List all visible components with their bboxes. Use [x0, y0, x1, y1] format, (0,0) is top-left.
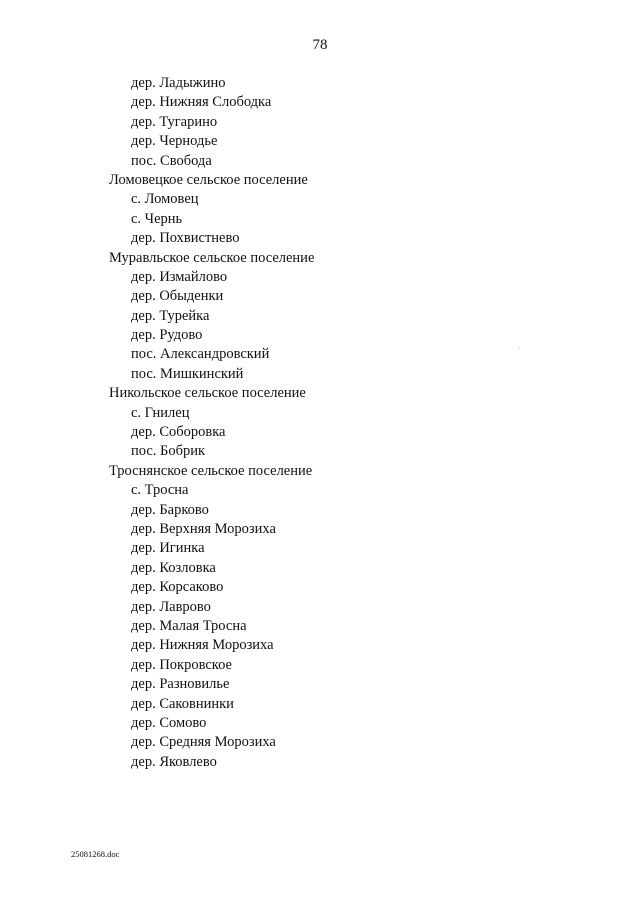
settlement-item: дер. Нижняя Морозиха — [131, 637, 274, 654]
settlement-item: дер. Тугарино — [131, 113, 218, 130]
settlement-item: дер. Саковнинки — [131, 695, 234, 712]
settlement-item: дер. Лаврово — [131, 598, 211, 615]
settlement-item: пос. Свобода — [131, 152, 212, 169]
settlement-heading: Никольское сельское поселение — [109, 385, 306, 402]
settlement-item: дер. Разновилье — [131, 676, 230, 693]
settlement-heading: Муравльское сельское поселение — [109, 249, 315, 266]
settlement-item: дер. Чернодье — [131, 133, 218, 150]
settlement-item: дер. Покровское — [131, 656, 232, 673]
settlement-item: дер. Обыденки — [131, 288, 224, 305]
settlement-item: дер. Соборовка — [131, 424, 226, 441]
settlement-item: дер. Рудово — [131, 327, 203, 344]
settlement-heading: Троснянское сельское поселение — [109, 462, 313, 479]
settlement-item: дер. Сомово — [131, 714, 207, 731]
settlement-item: с. Гнилец — [131, 404, 190, 421]
settlement-item: пос. Бобрик — [131, 443, 206, 460]
settlement-item: с. Чернь — [131, 210, 183, 227]
settlement-item: дер. Игинка — [131, 540, 205, 557]
settlement-list — [0, 74, 640, 772]
settlement-item: пос. Александровский — [131, 346, 270, 363]
settlement-item: дер. Измайлово — [131, 268, 228, 285]
settlement-item: дер. Средняя Морозиха — [131, 734, 276, 751]
settlement-item: дер. Ладыжино — [131, 75, 226, 91]
settlement-item: дер. Верхняя Морозиха — [131, 520, 276, 537]
settlement-item: дер. Турейка — [131, 307, 210, 324]
settlement-item: дер. Корсаково — [131, 579, 224, 596]
settlement-item: с. Тросна — [131, 482, 189, 499]
speck-mark — [519, 348, 520, 349]
settlement-item: дер. Яковлево — [131, 753, 217, 770]
settlement-item: дер. Похвистнево — [131, 230, 240, 247]
settlement-item: дер. Барково — [131, 501, 209, 518]
settlement-item: с. Ломовец — [131, 191, 199, 208]
settlement-item: дер. Нижняя Слободка — [131, 94, 272, 111]
settlement-heading: Ломовецкое сельское поселение — [109, 171, 308, 188]
footer-file-name: 25081268.doc — [71, 849, 120, 859]
settlement-item: пос. Мишкинский — [131, 365, 244, 382]
page-number: 78 — [312, 37, 328, 53]
settlement-item: дер. Козловка — [131, 559, 216, 576]
settlement-item: дер. Малая Тросна — [131, 617, 247, 634]
